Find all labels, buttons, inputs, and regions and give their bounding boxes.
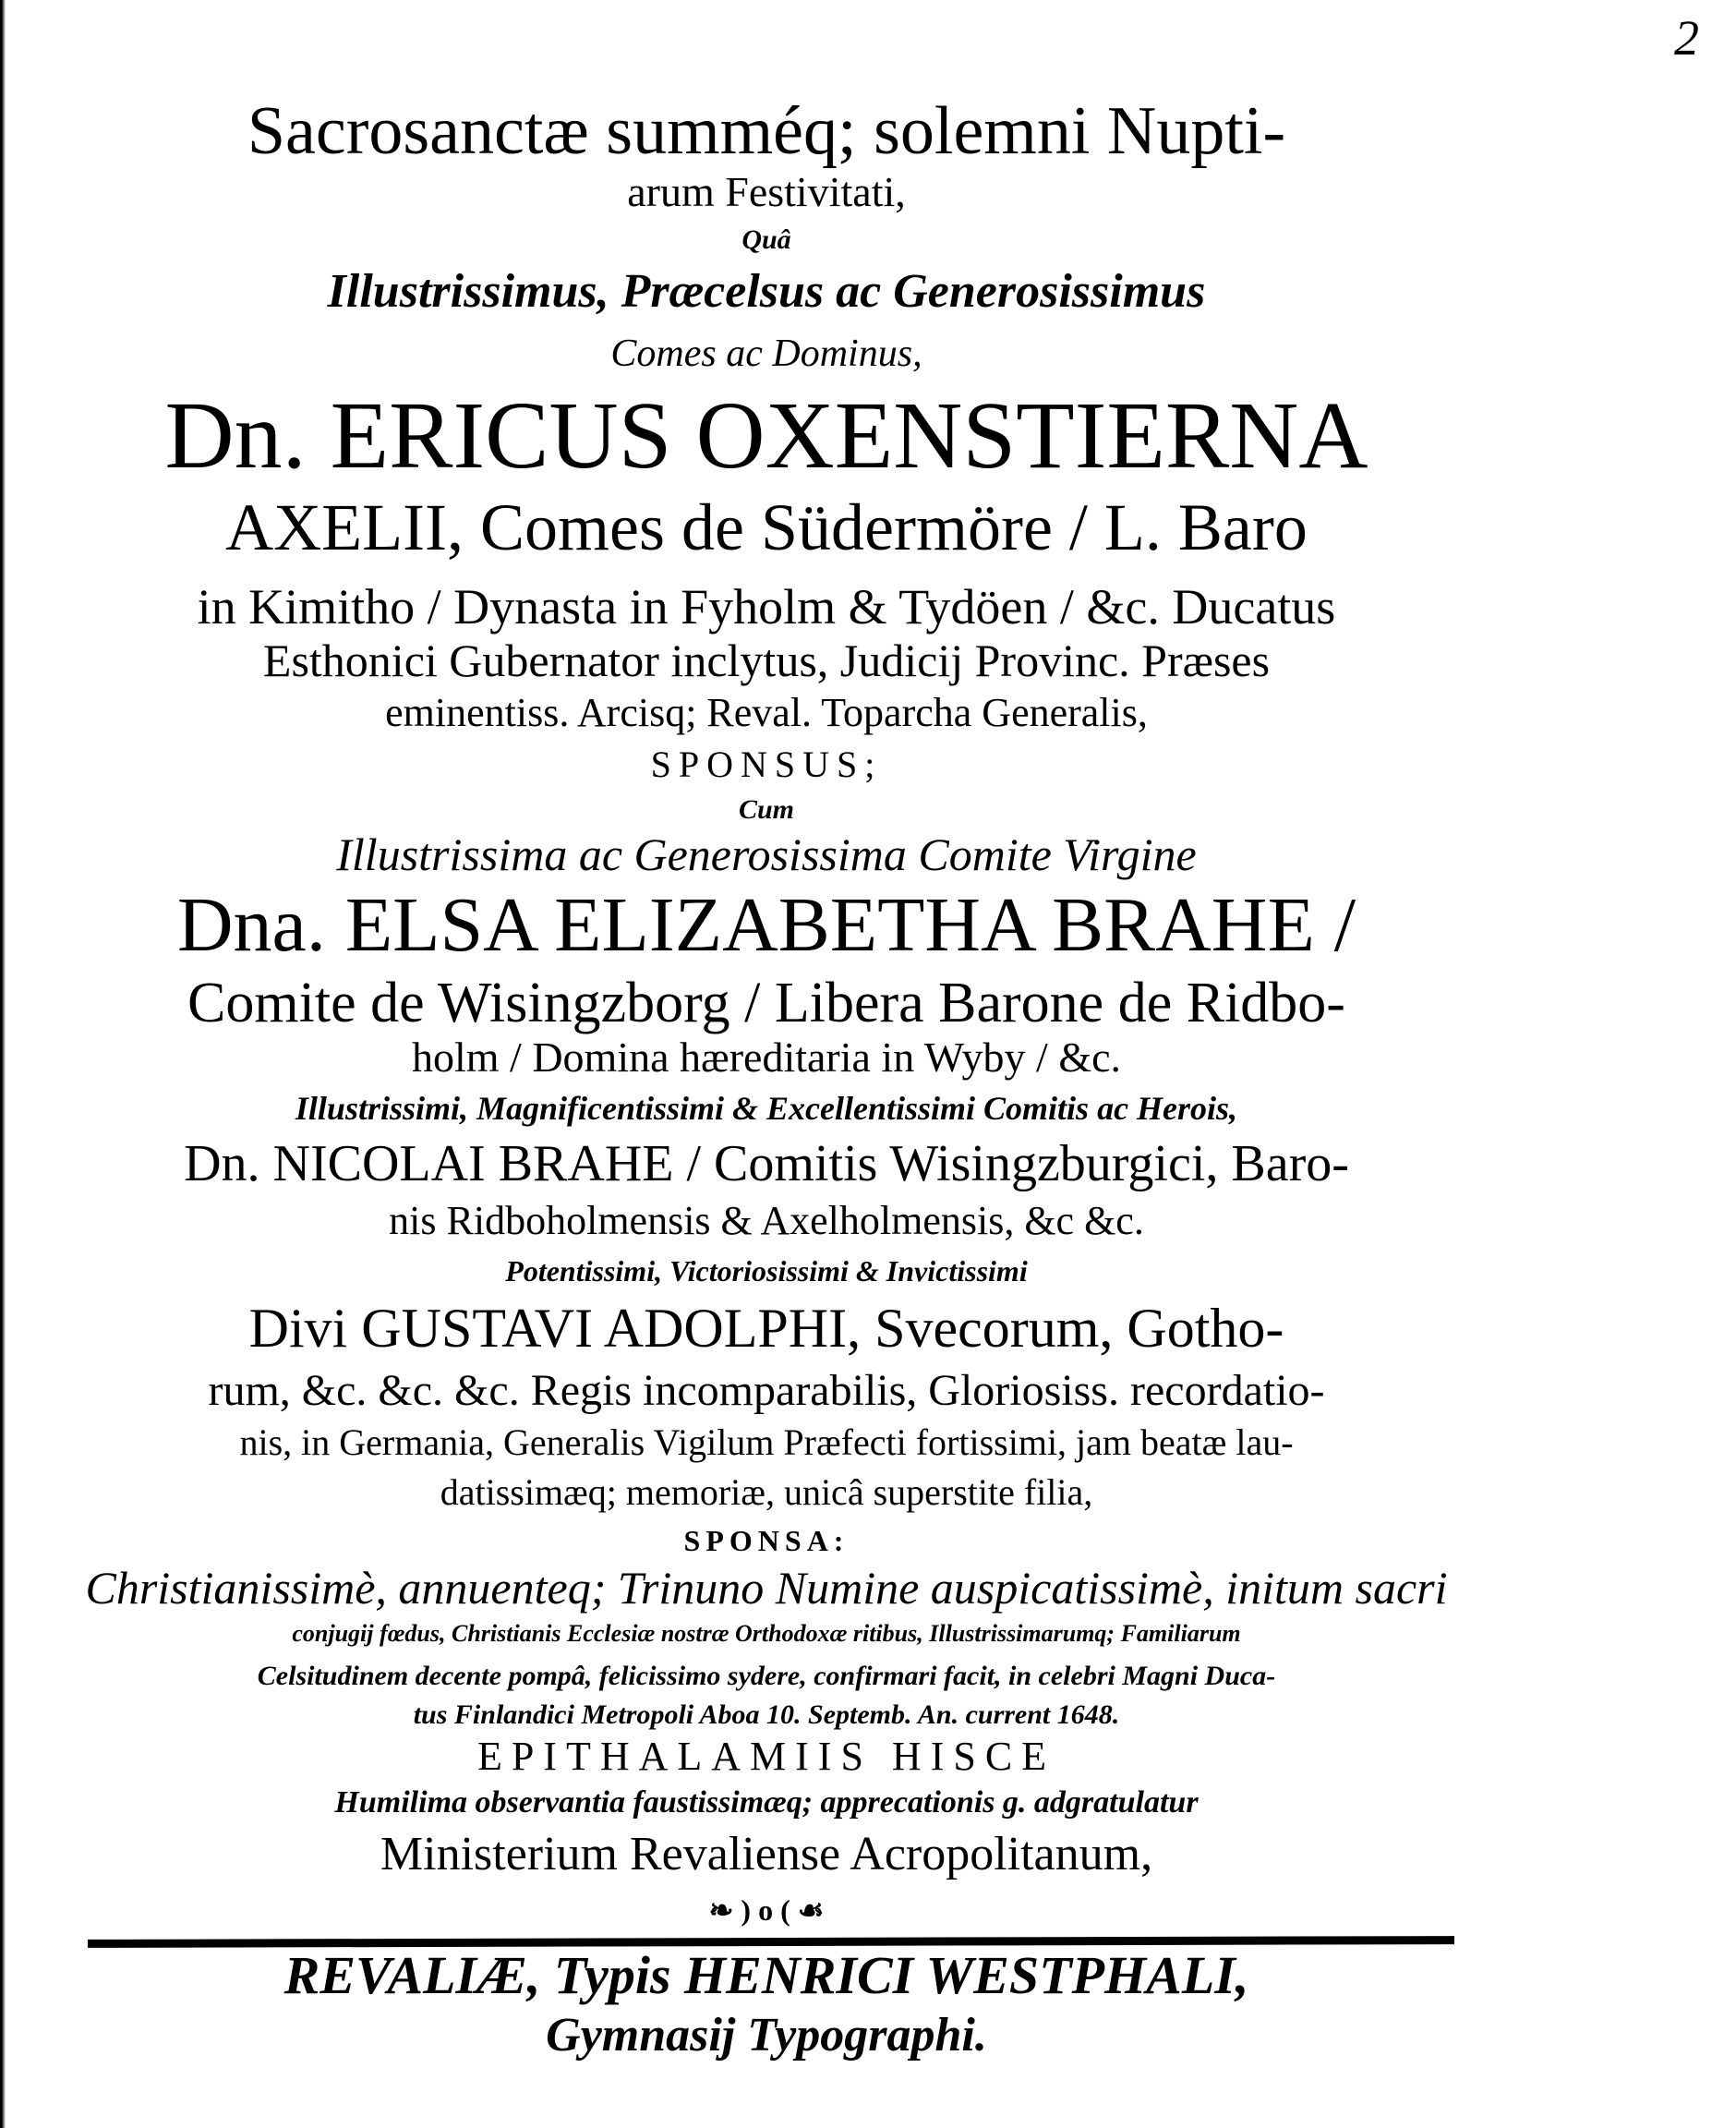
sponsa-heading: SPONSA:	[683, 1524, 850, 1557]
title-line-15: Comite de Wisingzborg / Libera Barone de Ridbo-	[187, 972, 1345, 1034]
title-line-21: Divi GUSTAVI ADOLPHI, Svecorum, Gotho-	[248, 1298, 1284, 1359]
title-line-4: Illustrissimus, Præcelsus ac Generosissimus	[327, 265, 1206, 318]
title-line-28: Celsitudinem decente pompâ, felicissimo sydere, confirmari facit, in celebri Magni Duca-	[257, 1661, 1276, 1691]
title-line-16: holm / Domina hæreditaria in Wyby / &c.	[411, 1034, 1122, 1081]
title-line-9: Esthonici Gubernator inclytus, Judicij Provinc. Præses	[262, 635, 1271, 686]
title-line-23: nis, in Germania, Generalis Vigilum Præfecti fortissimi, jam beatæ lau-	[239, 1421, 1294, 1463]
fleuron-ornament: ❧ ) o ( ☙	[708, 1893, 825, 1927]
title-line-2: arum Festivitati,	[627, 168, 906, 215]
title-line-8: in Kimitho / Dynasta in Fyholm & Tydöen / &c. Ducatus	[197, 579, 1336, 635]
title-line-7: AXELII, Comes de Südermöre / L. Baro	[225, 490, 1308, 564]
title-line-17: Illustrissimi, Magnificentissimi & Excellentissimi Comitis ac Herois,	[295, 1090, 1238, 1127]
sponsus-heading: SPONSUS;	[650, 744, 883, 785]
title-line-20: Potentissimi, Victoriosissimi & Invictissimi	[505, 1254, 1028, 1288]
page-number: 2	[1674, 10, 1699, 66]
title-line-12: Cum	[738, 794, 795, 825]
title-line-10: eminentiss. Arcisq; Reval. Toparcha Generalis,	[385, 690, 1148, 735]
title-line-31: Humilima observantia faustissimæq; apprecationis g. adgratulatur	[334, 1785, 1199, 1820]
title-line-3: Quâ	[741, 224, 791, 255]
title-line-29: tus Finlandici Metropoli Aboa 10. Septemb. An. current 1648.	[413, 1699, 1120, 1730]
imprint-line-1: REVALIÆ, Typis HENRICI WESTPHALI,	[283, 1945, 1249, 2005]
groom-name: Dn. ERICUS OXENSTIERNA	[164, 382, 1368, 489]
epithalamiis-heading: EPITHALAMIIS HISCE	[476, 1734, 1056, 1779]
title-line-27: conjugij fœdus, Christianis Ecclesiæ nostræ Orthodoxæ ritibus, Illustrissimarumq; Familiarum	[292, 1620, 1241, 1647]
title-line-5: Comes ac Dominus,	[610, 332, 922, 375]
title-line-19: nis Ridboholmensis & Axelholmensis, &c &c.	[389, 1198, 1144, 1243]
title-line-1: Sacrosanctæ summéq; solemni Nupti-	[247, 93, 1286, 169]
scan-edge	[0, 0, 6, 2128]
title-line-24: datissimæq; memoriæ, unicâ superstite filia,	[440, 1471, 1093, 1513]
title-line-32: Ministerium Revaliense Acropolitanum,	[380, 1828, 1153, 1880]
title-line-26: Christianissimè, annuenteq; Trinuno Numine auspicatissimè, initum sacri	[85, 1562, 1448, 1614]
title-line-18: Dn. NICOLAI BRAHE / Comitis Wisingzburgici, Baro-	[184, 1135, 1349, 1192]
title-line-13: Illustrissima ac Generosissima Comite Virgine	[336, 828, 1197, 880]
bride-name: Dna. ELSA ELIZABETHA BRAHE /	[176, 882, 1356, 968]
imprint-line-2: Gymnasij Typographi.	[546, 2009, 987, 2062]
title-line-22: rum, &c. &c. &c. Regis incomparabilis, Gloriosiss. recordatio-	[208, 1366, 1325, 1415]
